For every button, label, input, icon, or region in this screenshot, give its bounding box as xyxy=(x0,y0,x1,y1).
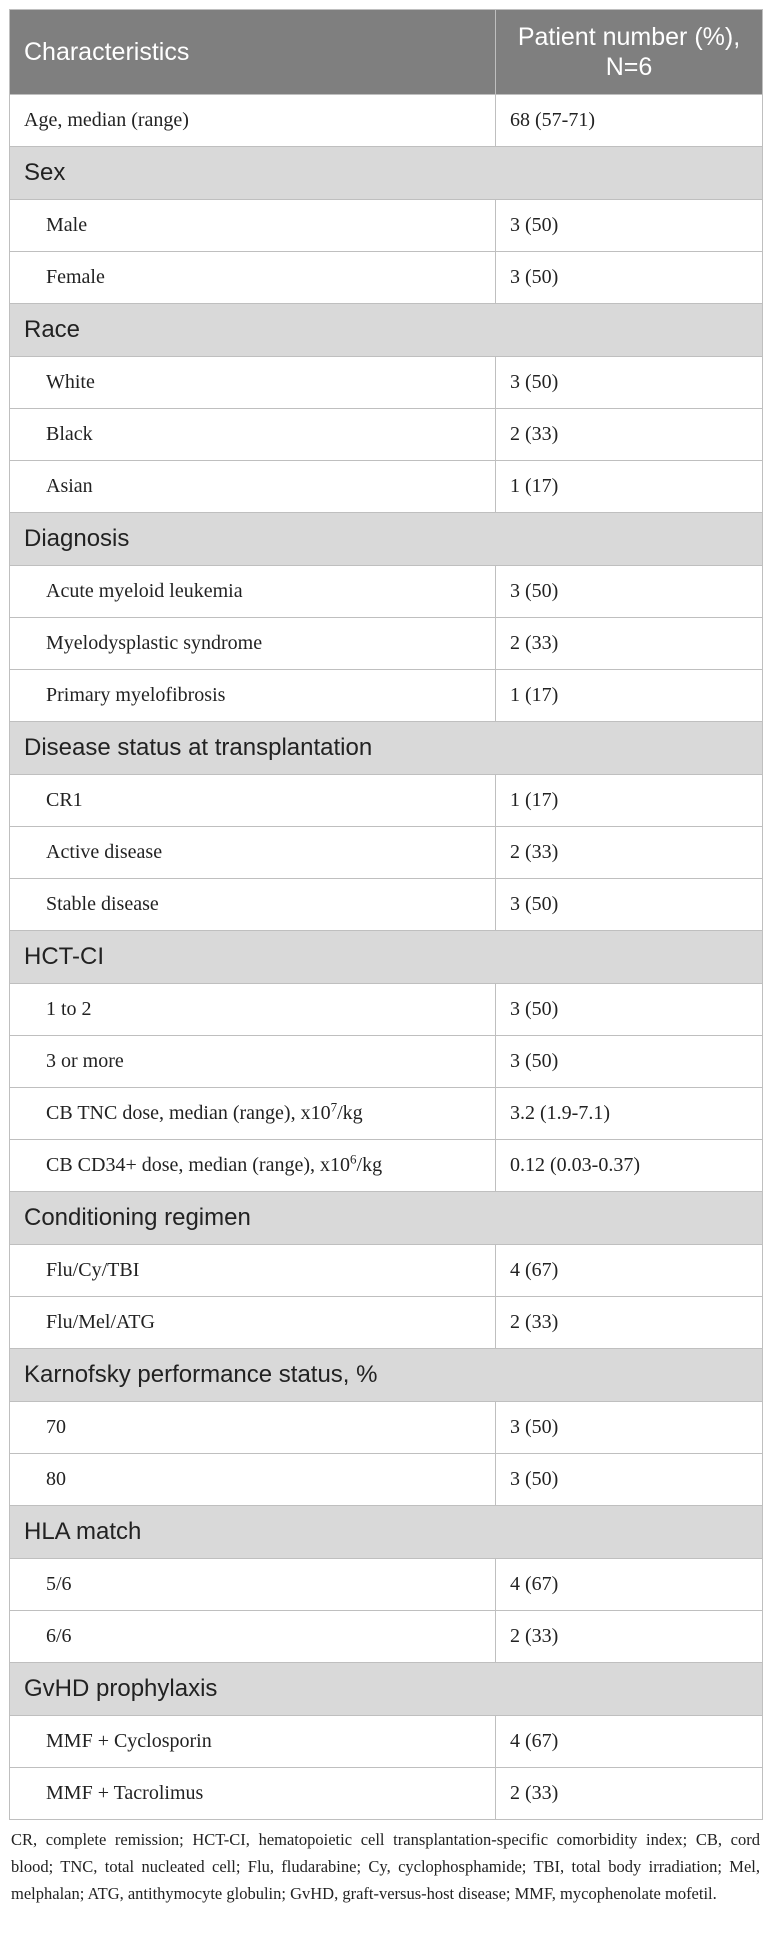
row-label: Flu/Cy/TBI xyxy=(46,1259,140,1281)
row-label: CB TNC dose, median (range), x10 xyxy=(46,1102,331,1124)
row-value: 2 (33) xyxy=(496,409,763,461)
section-title: Sex xyxy=(10,147,763,200)
row-label-cell xyxy=(10,827,496,879)
row-value: 3 (50) xyxy=(496,357,763,409)
row-label-cell xyxy=(10,1454,496,1506)
row-label-exponent: 6 xyxy=(350,1151,357,1167)
age-label: Age, median (range) xyxy=(10,95,496,147)
section-title: HCT-CI xyxy=(10,931,763,984)
row-label: 80 xyxy=(46,1468,66,1490)
row-label: 1 to 2 xyxy=(46,998,92,1020)
row-value: 0.12 (0.03-0.37) xyxy=(496,1140,763,1192)
section-header-row xyxy=(10,304,763,357)
table-row xyxy=(10,618,763,670)
age-value: 68 (57-71) xyxy=(496,95,763,147)
row-label-cell xyxy=(10,618,496,670)
row-label: Acute myeloid leukemia xyxy=(46,580,243,602)
table-row xyxy=(10,1245,763,1297)
row-value: 3 (50) xyxy=(496,1402,763,1454)
row-value: 1 (17) xyxy=(496,670,763,722)
row-label-unit: /kg xyxy=(356,1154,383,1176)
row-label: 6/6 xyxy=(46,1625,72,1647)
row-value: 3 (50) xyxy=(496,1454,763,1506)
row-label: MMF + Cyclosporin xyxy=(46,1730,212,1752)
row-value: 2 (33) xyxy=(496,618,763,670)
row-label-cell xyxy=(10,1297,496,1349)
row-label: 3 or more xyxy=(46,1050,124,1072)
row-label: 70 xyxy=(46,1416,66,1438)
row-label: Female xyxy=(46,266,105,288)
table-row xyxy=(10,1559,763,1611)
section-header-row xyxy=(10,1506,763,1559)
row-label-cell xyxy=(10,1559,496,1611)
row-value: 3 (50) xyxy=(496,200,763,252)
row-value: 2 (33) xyxy=(496,1768,763,1820)
header-characteristics: Characteristics xyxy=(10,10,496,95)
row-label: MMF + Tacrolimus xyxy=(46,1782,204,1804)
row-label-cell xyxy=(10,1036,496,1088)
row-label-cell xyxy=(10,1245,496,1297)
row-label: Primary myelofibrosis xyxy=(46,684,226,706)
table-row xyxy=(10,775,763,827)
table-row xyxy=(10,1088,763,1140)
row-value: 3 (50) xyxy=(496,252,763,304)
table-row xyxy=(10,1297,763,1349)
row-label-cell xyxy=(10,1140,496,1192)
row-label-cell xyxy=(10,409,496,461)
section-header-row xyxy=(10,722,763,775)
row-value: 2 (33) xyxy=(496,1297,763,1349)
table-row xyxy=(10,357,763,409)
row-value: 3 (50) xyxy=(496,1036,763,1088)
row-value: 3 (50) xyxy=(496,566,763,618)
table-row xyxy=(10,1768,763,1820)
row-label: Black xyxy=(46,423,93,445)
table-row xyxy=(10,1402,763,1454)
row-label-unit: /kg xyxy=(337,1102,363,1124)
row-label-cell xyxy=(10,670,496,722)
row-value: 1 (17) xyxy=(496,461,763,513)
table-row xyxy=(10,200,763,252)
table-row xyxy=(10,1611,763,1663)
section-title: Race xyxy=(10,304,763,357)
table-header-row xyxy=(10,10,763,95)
table-row xyxy=(10,1716,763,1768)
table-row xyxy=(10,409,763,461)
table-row xyxy=(10,670,763,722)
table-footnote: CR, complete remission; HCT-CI, hematopoietic cell transplantation-specific comorbidity index; CB, cord blood; TNC, total nucleated cell; Flu, fludarabine; Cy, cyclophosphamide; TBI, total body irradiation; Mel, melphalan; ATG, antithymocyte globulin; GvHD, graft-versus-host disease; MMF, mycophenolate mofetil. xyxy=(11,1830,760,1903)
section-header-row xyxy=(10,147,763,200)
section-title: Karnofsky performance status, % xyxy=(10,1349,763,1402)
table-row xyxy=(10,984,763,1036)
row-label: CB CD34+ dose, median (range), x10 xyxy=(46,1154,351,1176)
characteristics-table xyxy=(9,9,763,1820)
row-label-cell xyxy=(10,200,496,252)
row-label: Myelodysplastic syndrome xyxy=(46,632,263,654)
table-row xyxy=(10,252,763,304)
row-value: 4 (67) xyxy=(496,1559,763,1611)
row-value: 2 (33) xyxy=(496,1611,763,1663)
row-label-cell xyxy=(10,879,496,931)
row-label-cell xyxy=(10,252,496,304)
row-label-cell xyxy=(10,1768,496,1820)
table-row-age xyxy=(10,95,763,147)
section-title: Diagnosis xyxy=(10,513,763,566)
characteristics-table-container xyxy=(9,9,762,1907)
table-row xyxy=(10,1036,763,1088)
row-value: 3 (50) xyxy=(496,879,763,931)
row-value: 3.2 (1.9-7.1) xyxy=(496,1088,763,1140)
table-row xyxy=(10,879,763,931)
row-label-cell xyxy=(10,566,496,618)
row-value: 2 (33) xyxy=(496,827,763,879)
table-row xyxy=(10,461,763,513)
table-row xyxy=(10,1454,763,1506)
row-label: Male xyxy=(46,214,88,236)
row-label: CR1 xyxy=(46,789,83,811)
row-label-cell xyxy=(10,1088,496,1140)
row-label-cell xyxy=(10,984,496,1036)
row-label-exponent: 7 xyxy=(330,1099,338,1115)
row-value: 3 (50) xyxy=(496,984,763,1036)
row-label-cell xyxy=(10,1402,496,1454)
row-label: White xyxy=(46,371,95,393)
table-body xyxy=(10,95,763,1820)
section-header-row xyxy=(10,1663,763,1716)
header-patient-number-line2: N=6 xyxy=(605,53,653,81)
row-label: Asian xyxy=(46,475,93,497)
table-row xyxy=(10,566,763,618)
row-label: Active disease xyxy=(46,841,163,863)
row-label-cell xyxy=(10,775,496,827)
header-patient-number-line1: Patient number (%), xyxy=(517,23,741,51)
section-header-row xyxy=(10,513,763,566)
table-row xyxy=(10,827,763,879)
row-label-cell xyxy=(10,1611,496,1663)
section-header-row xyxy=(10,1349,763,1402)
table-row xyxy=(10,1140,763,1192)
row-label-cell xyxy=(10,461,496,513)
section-title: Conditioning regimen xyxy=(10,1192,763,1245)
row-value: 4 (67) xyxy=(496,1245,763,1297)
row-label-cell xyxy=(10,357,496,409)
row-label-cell xyxy=(10,1716,496,1768)
row-label: Stable disease xyxy=(46,893,159,915)
section-title: GvHD prophylaxis xyxy=(10,1663,763,1716)
row-label: Flu/Mel/ATG xyxy=(46,1311,155,1333)
row-value: 1 (17) xyxy=(496,775,763,827)
header-patient-number xyxy=(496,10,763,95)
row-label: 5/6 xyxy=(46,1573,72,1595)
section-header-row xyxy=(10,1192,763,1245)
section-title: Disease status at transplantation xyxy=(10,722,763,775)
section-header-row xyxy=(10,931,763,984)
section-title: HLA match xyxy=(10,1506,763,1559)
row-value: 4 (67) xyxy=(496,1716,763,1768)
